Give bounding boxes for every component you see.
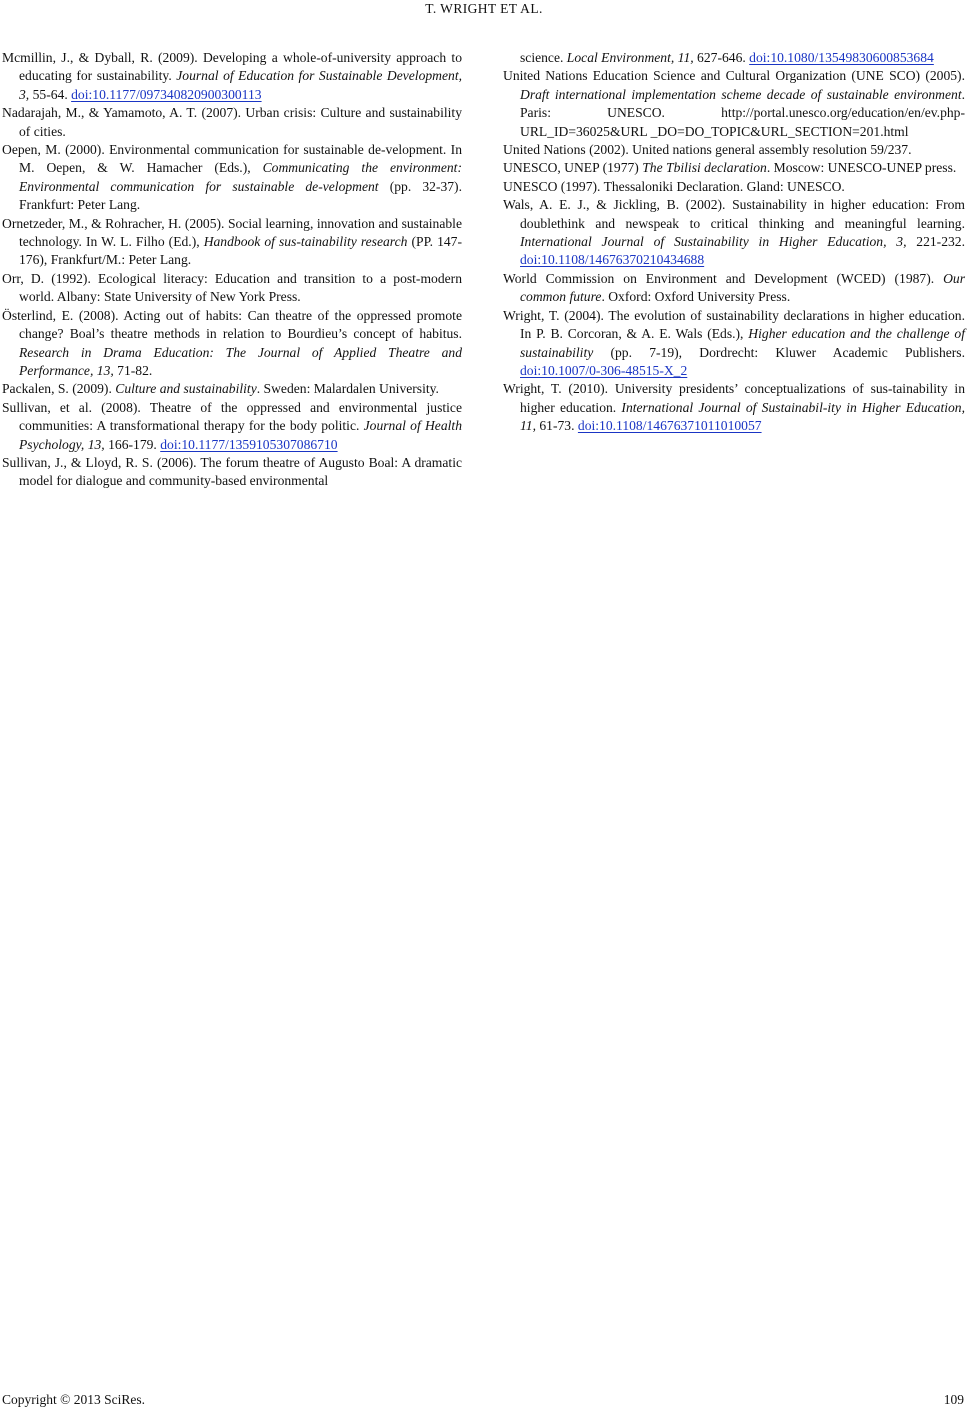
reference-text: UNESCO, UNEP (1977) bbox=[503, 160, 643, 176]
reference-text: Packalen, S. (2009). bbox=[2, 381, 116, 397]
page-footer bbox=[2, 1392, 964, 1408]
doi-link[interactable]: doi:10.1007/0-306-48515-X_2 bbox=[520, 362, 688, 378]
reference-source-title: Local Environment, 11, bbox=[566, 50, 694, 65]
reference-text: (pp. 32-37). Frankfurt: Peter Lang. bbox=[19, 178, 462, 213]
reference-entry bbox=[503, 141, 965, 159]
reference-text: Mcmillin, J., & Dyball, R. (2009). Developing a whole-of-university approach to educating for sustainability. bbox=[2, 50, 462, 84]
reference-entry bbox=[2, 454, 462, 491]
reference-entry bbox=[2, 104, 462, 141]
reference-source-title: Culture and sustainability bbox=[115, 381, 257, 397]
page-number: 109 bbox=[943, 1392, 964, 1407]
reference-entry bbox=[2, 399, 462, 454]
running-head: T. WRIGHT ET AL. bbox=[425, 1, 543, 16]
reference-entry bbox=[2, 380, 462, 398]
reference-source-title: The Tbilisi declaration bbox=[642, 160, 767, 176]
reference-text: 55-64. bbox=[29, 86, 72, 102]
reference-text: Oepen, M. (2000). Environmental communication for sustainable de-velopment. In M. Oepen, & W. Hamacher (Eds.), bbox=[2, 142, 462, 176]
reference-entry bbox=[2, 215, 462, 270]
reference-text: World Commission on Environment and Development (WCED) (1987). bbox=[503, 270, 944, 286]
reference-continuation bbox=[503, 49, 965, 67]
doi-link[interactable]: doi:10.1108/14676371011010057 bbox=[577, 418, 762, 434]
reference-text: 221-232. bbox=[906, 234, 965, 250]
reference-text: Ornetzeder, M., & Rohracher, H. (2005). Social learning, innovation and sustainable technology. In W. L. Filho (Ed.), bbox=[2, 215, 462, 250]
reference-source-title: Journal of Education for Sustainable Development, 3, bbox=[19, 68, 463, 102]
reference-entry bbox=[503, 307, 965, 381]
reference-text: . Sweden: Malardalen University. bbox=[256, 381, 439, 397]
reference-entry bbox=[503, 270, 965, 307]
reference-source-title: International Journal of Sustainabil-ity in Higher Education, 11, bbox=[520, 399, 965, 434]
reference-source-title: Research in Drama Education: The Journal of Applied Theatre and Performance, 13, bbox=[19, 344, 462, 378]
reference-entry bbox=[2, 49, 462, 104]
reference-source-title: International Journal of Sustainability in Higher Education, 3, bbox=[520, 234, 907, 250]
reference-text: . Moscow: UNESCO-UNEP press. bbox=[766, 160, 957, 176]
reference-text: (PP. 147-176), Frankfurt/M.: Peter Lang. bbox=[19, 234, 462, 268]
reference-entry bbox=[503, 196, 965, 270]
reference-source-title: Handbook of sus-tainability research bbox=[203, 234, 408, 250]
reference-entry bbox=[2, 141, 462, 215]
doi-link[interactable]: doi:10.1177/097340820900300113 bbox=[71, 86, 262, 102]
reference-text: Orr, D. (1992). Ecological literacy: Education and transition to a post-modern world. Albany: State University of New York Press. bbox=[2, 270, 462, 305]
reference-entry bbox=[2, 270, 462, 307]
doi-link[interactable]: doi:10.1177/1359105307086710 bbox=[160, 436, 338, 452]
reference-source-title: Our common future bbox=[520, 270, 965, 305]
reference-text: . Oxford: Oxford University Press. bbox=[601, 289, 791, 305]
references-left-column bbox=[2, 49, 462, 491]
reference-source-title: Higher education and the challenge of sustainability bbox=[520, 326, 965, 360]
reference-source-title: Journal of Health Psychology, 13, bbox=[19, 418, 462, 452]
reference-text: United Nations Education Science and Cultural Organization (UNE SCO) (2005). bbox=[503, 68, 965, 84]
reference-entry bbox=[503, 380, 965, 435]
reference-text: Sullivan, J., & Lloyd, R. S. (2006). The forum theatre of Augusto Boal: A dramatic model for dialogue and community-based environmental bbox=[2, 454, 462, 489]
reference-text: Nadarajah, M., & Yamamoto, A. T. (2007). Urban crisis: Culture and sustainability of cities. bbox=[2, 105, 462, 139]
reference-text: 166-179. bbox=[104, 436, 161, 452]
reference-text: UNESCO (1997). Thessaloniki Declaration. Gland: UNESCO. bbox=[503, 178, 845, 194]
reference-text: 61-73. bbox=[535, 418, 578, 434]
reference-text: Österlind, E. (2008). Acting out of habits: Can theatre of the oppressed promote change? Boal’s theatre methods in relation to Bourdieu’s concept of habitus. bbox=[2, 307, 462, 342]
reference-text: Wright, T. (2010). University presidents’ conceptualizations of sus-tainability in higher education. bbox=[503, 381, 965, 415]
reference-text: 627-646. bbox=[693, 50, 750, 65]
reference-text: 71-82. bbox=[113, 362, 153, 378]
reference-text: (pp. 7-19), Dordrecht: Kluwer Academic Publishers. bbox=[593, 344, 965, 360]
reference-source-title: Communicating the environment: Environmental communication for sustainable de-velopment bbox=[19, 160, 462, 194]
reference-entry bbox=[503, 178, 965, 196]
reference-entry bbox=[503, 67, 965, 141]
reference-entry bbox=[2, 307, 462, 381]
reference-text: Wright, T. (2004). The evolution of sustainability declarations in higher education. In P. B. Corcoran, & A. E. Wals (Eds.), bbox=[503, 307, 965, 342]
doi-link[interactable]: doi:10.1108/14676370210434688 bbox=[520, 252, 705, 268]
reference-text: science. bbox=[520, 50, 567, 65]
reference-text: United Nations (2002). United nations general assembly resolution 59/237. bbox=[503, 142, 912, 158]
reference-text: . Paris: UNESCO. http://portal.unesco.org/education/en/ev.php-URL_ID=36025&URL _DO=DO_TOPIC&URL_SECTION=201.html bbox=[520, 86, 965, 139]
reference-text: Sullivan, et al. (2008). Theatre of the oppressed and environmental justice communities: A transformational therapy for the body politic. bbox=[2, 399, 462, 434]
reference-source-title: Draft international implementation scheme decade of sustainable environment bbox=[520, 86, 962, 102]
reference-text: Wals, A. E. J., & Jickling, B. (2002). Sustainability in higher education: From doublethink and newspeak to critical thinking and meaningful learning. bbox=[503, 197, 965, 231]
reference-entry bbox=[503, 159, 965, 177]
references-right-column bbox=[503, 49, 965, 436]
copyright-notice: Copyright © 2013 SciRes. bbox=[2, 1392, 146, 1407]
doi-link[interactable]: doi:10.1080/13549830600853684 bbox=[749, 50, 934, 65]
